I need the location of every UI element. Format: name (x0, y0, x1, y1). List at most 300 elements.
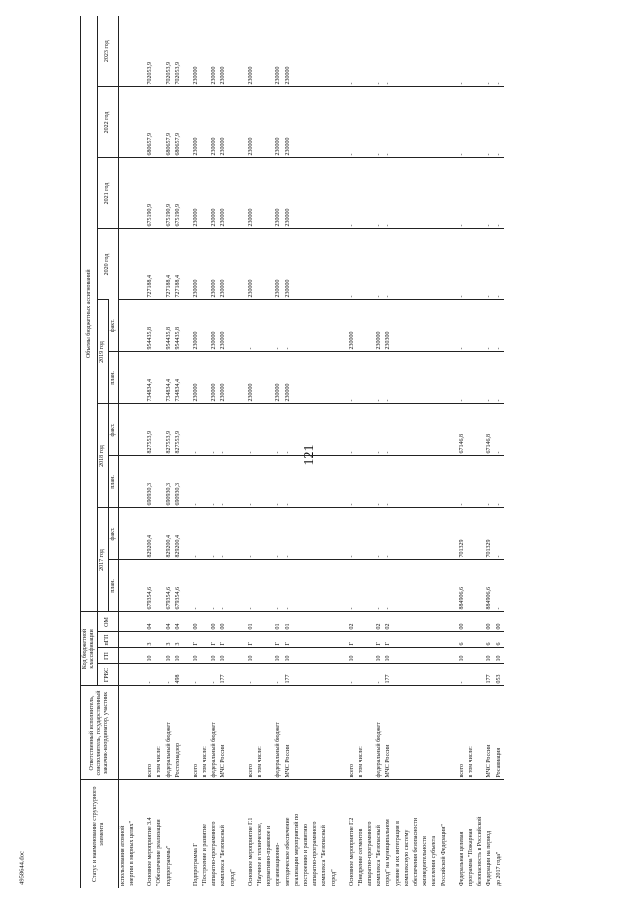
cell-v21 (256, 158, 265, 229)
cell-f17: 829200,4 (174, 508, 183, 560)
cell-grbs (265, 664, 274, 686)
cell-v21: 230000 (219, 158, 228, 229)
cell-f18 (229, 404, 238, 456)
cell-status: методическое обеспечение (284, 780, 293, 888)
cell-v22: - (375, 87, 384, 158)
cell-v20: - (375, 229, 384, 300)
cell-f18 (430, 404, 439, 456)
cell-grbs (320, 664, 329, 686)
cell-om: 02 (339, 612, 357, 632)
cell-p17 (430, 560, 439, 612)
cell-f17 (421, 508, 430, 560)
cell-v21: - (384, 158, 393, 229)
cell-v23 (403, 16, 412, 87)
cell-v20: 230000 (183, 229, 201, 300)
cell-status: город" (330, 780, 339, 888)
cell-om (302, 612, 311, 632)
cell-f18: - (183, 404, 201, 456)
cell-pgp (357, 632, 366, 648)
cell-f18: - (495, 404, 504, 456)
cell-f19 (229, 300, 238, 352)
cell-status: до 2017 года" (495, 780, 504, 888)
header-om: ОМ (98, 612, 118, 632)
cell-executor (394, 686, 403, 780)
cell-f18: 827553,9 (174, 404, 183, 456)
cell-f18 (440, 404, 449, 456)
cell-p18: - (274, 456, 283, 508)
cell-p19 (265, 352, 274, 404)
budget-table-rotated (80, 16, 502, 888)
cell-gp (311, 648, 320, 664)
cell-status: "Научное и техническое, (256, 780, 265, 888)
cell-v20 (440, 229, 449, 300)
cell-gp (201, 648, 210, 664)
cell-status: Основное мероприятие Г.2 (339, 780, 357, 888)
cell-f17 (256, 508, 265, 560)
cell-v20 (302, 229, 311, 300)
cell-p19 (467, 352, 476, 404)
cell-executor: МЧС России (485, 686, 494, 780)
cell-v23 (201, 16, 210, 87)
cell-grbs (256, 664, 265, 686)
cell-om: 01 (238, 612, 256, 632)
cell-status: город" на муниципальном (384, 780, 393, 888)
cell-f17 (311, 508, 320, 560)
cell-v20 (128, 229, 137, 300)
header-pgp: пГП (98, 632, 118, 648)
cell-p19: - (375, 352, 384, 404)
cell-om (394, 612, 403, 632)
header-volumes: Объемы бюджетных ассигнований (81, 16, 98, 612)
cell-p17: 679354,6 (137, 560, 155, 612)
cell-om: 01 (284, 612, 293, 632)
cell-executor (128, 686, 137, 780)
cell-f18 (155, 404, 164, 456)
cell-grbs (412, 664, 421, 686)
table-row (293, 16, 302, 888)
cell-p17 (320, 560, 329, 612)
cell-v20 (320, 229, 329, 300)
header-gp: ГП (98, 648, 118, 664)
cell-v22 (421, 87, 430, 158)
cell-gp (229, 648, 238, 664)
cell-v22 (467, 87, 476, 158)
cell-v23 (311, 16, 320, 87)
cell-grbs (293, 664, 302, 686)
cell-p17 (403, 560, 412, 612)
cell-p17: - (375, 560, 384, 612)
cell-gp (403, 648, 412, 664)
cell-p17: 884906,6 (449, 560, 467, 612)
cell-p17 (357, 560, 366, 612)
cell-f18 (357, 404, 366, 456)
cell-p19 (320, 352, 329, 404)
cell-f19 (293, 300, 302, 352)
cell-v21 (430, 158, 439, 229)
cell-v21 (467, 158, 476, 229)
cell-f17 (128, 508, 137, 560)
cell-f18: 67146,8 (485, 404, 494, 456)
cell-v20: - (485, 229, 494, 300)
cell-om (320, 612, 329, 632)
page-number: 121 (302, 444, 317, 466)
cell-executor: всего (449, 686, 467, 780)
cell-p18: - (339, 456, 357, 508)
cell-p19 (229, 352, 238, 404)
cell-f18 (476, 404, 485, 456)
cell-v23 (155, 16, 164, 87)
cell-p18 (440, 456, 449, 508)
cell-p17 (440, 560, 449, 612)
cell-p18: 690930,3 (137, 456, 155, 508)
cell-v23 (412, 16, 421, 87)
cell-v22: 230000 (274, 87, 283, 158)
cell-p18 (311, 456, 320, 508)
cell-executor (330, 686, 339, 780)
cell-p19: 230000 (274, 352, 283, 404)
cell-v23: - (376, 82, 383, 85)
cell-f18 (412, 404, 421, 456)
cell-v23: 230000 (192, 66, 199, 85)
cell-gp: 10 (449, 648, 467, 664)
cell-gp: 10 (274, 648, 283, 664)
cell-v21: 230000 (274, 158, 283, 229)
table-row (394, 16, 403, 888)
cell-grbs: 177 (219, 664, 228, 686)
cell-v20: 727188,4 (174, 229, 183, 300)
cell-v22 (201, 87, 210, 158)
cell-p18 (330, 456, 339, 508)
cell-executor: в том числе: (155, 686, 164, 780)
cell-gp: 10 (174, 648, 183, 664)
cell-status: комплекса "Безопасный (219, 780, 228, 888)
cell-executor: федеральный бюджет (375, 686, 384, 780)
cell-f18: 827553,9 (165, 404, 174, 456)
cell-p18 (357, 456, 366, 508)
cell-p18 (394, 456, 403, 508)
cell-p19 (155, 352, 164, 404)
cell-gp (430, 648, 439, 664)
cell-p19 (366, 352, 375, 404)
cell-f18 (320, 404, 329, 456)
cell-v20: - (384, 229, 393, 300)
cell-v23 (128, 16, 137, 87)
cell-v23 (118, 16, 128, 87)
cell-f17 (320, 508, 329, 560)
cell-status: комплексную систему (403, 780, 412, 888)
cell-v23: 230000 (284, 66, 291, 85)
cell-f18 (293, 404, 302, 456)
cell-status: аппаратно-программного (210, 780, 219, 888)
cell-status: жизнедеятельности (421, 780, 430, 888)
cell-p18 (467, 456, 476, 508)
cell-v20 (311, 229, 320, 300)
document-id: 4958644.doc (18, 851, 26, 885)
cell-f18 (403, 404, 412, 456)
cell-f18 (201, 404, 210, 456)
cell-v21 (357, 158, 366, 229)
cell-pgp: 6 (495, 632, 504, 648)
cell-v20: - (495, 229, 504, 300)
cell-p18 (421, 456, 430, 508)
cell-status: энергии в мирных целях" (128, 780, 137, 888)
cell-executor: Ростехнадзор (174, 686, 183, 780)
cell-status: Основное мероприятие 3.4 (137, 780, 155, 888)
cell-p17 (467, 560, 476, 612)
cell-grbs: - (375, 664, 384, 686)
cell-pgp (229, 632, 238, 648)
header-executor: Ответственный исполнитель, соисполнитель, государственный заказчик-координатор, участник (81, 686, 119, 780)
cell-f19 (201, 300, 210, 352)
cell-pgp (366, 632, 375, 648)
cell-executor (412, 686, 421, 780)
cell-v21: - (449, 158, 467, 229)
cell-pgp (430, 632, 439, 648)
budget-table (80, 16, 504, 888)
cell-p18: - (284, 456, 293, 508)
cell-pgp (476, 632, 485, 648)
cell-pgp (118, 632, 128, 648)
table-row (412, 16, 421, 888)
cell-f17 (467, 508, 476, 560)
table-row (265, 16, 274, 888)
cell-grbs: 177 (384, 664, 393, 686)
cell-v22: 230000 (238, 87, 256, 158)
cell-v22: 230000 (183, 87, 201, 158)
cell-v21 (320, 158, 329, 229)
cell-grbs: - (210, 664, 219, 686)
cell-p19 (403, 352, 412, 404)
cell-v22 (265, 87, 274, 158)
cell-v22: 230000 (284, 87, 293, 158)
cell-v23: 230000 (275, 66, 282, 85)
cell-status: реализации мероприятий по (293, 780, 302, 888)
cell-grbs: - (238, 664, 256, 686)
cell-gp: 10 (210, 648, 219, 664)
cell-grbs (229, 664, 238, 686)
cell-p18 (366, 456, 375, 508)
cell-v23 (330, 16, 339, 87)
cell-grbs (201, 664, 210, 686)
cell-v23 (394, 16, 403, 87)
header-2019: 2019 год (98, 300, 108, 404)
cell-f19: 954435,8 (165, 300, 174, 352)
cell-p19 (430, 352, 439, 404)
cell-gp: 10 (485, 648, 494, 664)
cell-v22 (412, 87, 421, 158)
cell-f19 (320, 300, 329, 352)
cell-v22 (440, 87, 449, 158)
cell-v22 (476, 87, 485, 158)
cell-pgp: 3 (137, 632, 155, 648)
cell-v22: 230000 (210, 87, 219, 158)
cell-v20 (265, 229, 274, 300)
cell-p17: - (274, 560, 283, 612)
cell-om: 02 (375, 612, 384, 632)
cell-p18: - (384, 456, 393, 508)
table-row (302, 16, 311, 888)
cell-executor (421, 686, 430, 780)
cell-f18 (366, 404, 375, 456)
cell-p17 (128, 560, 137, 612)
cell-v23 (366, 16, 375, 87)
cell-gp (366, 648, 375, 664)
cell-gp (412, 648, 421, 664)
table-row (476, 16, 485, 888)
cell-f17: - (274, 508, 283, 560)
cell-p19: - (485, 352, 494, 404)
cell-om (467, 612, 476, 632)
cell-v21 (366, 158, 375, 229)
cell-gp (394, 648, 403, 664)
cell-p19 (118, 352, 128, 404)
cell-v20 (118, 229, 128, 300)
cell-executor: МЧС России (284, 686, 293, 780)
cell-p18 (302, 456, 311, 508)
cell-v20: 727188,4 (165, 229, 174, 300)
cell-v22 (366, 87, 375, 158)
cell-v23: 230000 (211, 66, 218, 85)
cell-om (430, 612, 439, 632)
table-row (403, 16, 412, 888)
cell-f18 (467, 404, 476, 456)
cell-f18 (265, 404, 274, 456)
cell-f18 (128, 404, 137, 456)
cell-v23 (320, 16, 329, 87)
cell-gp: 10 (495, 648, 504, 664)
table-row (485, 16, 494, 888)
cell-p17 (256, 560, 265, 612)
cell-om: 04 (137, 612, 155, 632)
cell-v20 (403, 229, 412, 300)
cell-grbs (357, 664, 366, 686)
cell-p18 (476, 456, 485, 508)
cell-v21 (403, 158, 412, 229)
cell-om (403, 612, 412, 632)
cell-f19: 230300 (384, 300, 393, 352)
cell-pgp: 6 (485, 632, 494, 648)
cell-v21 (476, 158, 485, 229)
cell-v23 (293, 16, 302, 87)
cell-status: Российской Федерации" (440, 780, 449, 888)
cell-v21: 230000 (183, 158, 201, 229)
cell-executor: федеральный бюджет (274, 686, 283, 780)
cell-pgp: Г (339, 632, 357, 648)
cell-f19 (366, 300, 375, 352)
cell-p19 (440, 352, 449, 404)
cell-f19 (403, 300, 412, 352)
cell-om (201, 612, 210, 632)
cell-status: "Внедрение сегментов (357, 780, 366, 888)
cell-p17: 884906,6 (485, 560, 494, 612)
cell-f17 (430, 508, 439, 560)
cell-status: построению и развитию (302, 780, 311, 888)
cell-v23 (256, 16, 265, 87)
cell-executor: Росавиация (495, 686, 504, 780)
cell-p18: - (375, 456, 384, 508)
cell-pgp (265, 632, 274, 648)
cell-executor: всего (238, 686, 256, 780)
cell-gp (320, 648, 329, 664)
cell-executor (440, 686, 449, 780)
table-row (495, 16, 504, 888)
cell-p17 (330, 560, 339, 612)
table-row (238, 16, 256, 888)
cell-v21 (440, 158, 449, 229)
cell-om (128, 612, 137, 632)
cell-p17 (155, 560, 164, 612)
cell-f19 (118, 300, 128, 352)
cell-gp: 10 (183, 648, 201, 664)
cell-v20 (412, 229, 421, 300)
cell-v20: 230000 (284, 229, 293, 300)
cell-executor: в том числе: (256, 686, 265, 780)
cell-gp (293, 648, 302, 664)
cell-om: 04 (174, 612, 183, 632)
cell-v22 (229, 87, 238, 158)
cell-v22: - (339, 87, 357, 158)
cell-pgp (467, 632, 476, 648)
cell-f17 (394, 508, 403, 560)
cell-v23 (421, 16, 430, 87)
cell-om (440, 612, 449, 632)
cell-f17 (357, 508, 366, 560)
cell-p17 (366, 560, 375, 612)
header-status: Статус и наименование структурного элемента (81, 780, 119, 888)
cell-p18: - (485, 456, 494, 508)
table-row (384, 16, 393, 888)
cell-pgp: Г (375, 632, 384, 648)
table-row (366, 16, 375, 888)
cell-p17: - (339, 560, 357, 612)
cell-f19 (330, 300, 339, 352)
cell-status: использования атомной (118, 780, 128, 888)
table-row (311, 16, 320, 888)
cell-f19: 230000 (339, 300, 357, 352)
cell-v21 (201, 158, 210, 229)
cell-executor (366, 686, 375, 780)
cell-v20: 230000 (219, 229, 228, 300)
cell-status: Федеральная целевая (449, 780, 467, 888)
cell-f19 (256, 300, 265, 352)
cell-p19: - (339, 352, 357, 404)
table-row (210, 16, 219, 888)
cell-pgp: 3 (165, 632, 174, 648)
cell-f17 (155, 508, 164, 560)
cell-executor: всего (137, 686, 155, 780)
cell-v20: - (449, 229, 467, 300)
cell-p19 (311, 352, 320, 404)
cell-v21: - (339, 158, 357, 229)
header-grbs: ГРБС (98, 664, 118, 686)
cell-v21: - (485, 158, 494, 229)
cell-v22 (118, 87, 128, 158)
cell-v20: 230000 (274, 229, 283, 300)
cell-v22 (330, 87, 339, 158)
cell-f17 (440, 508, 449, 560)
cell-grbs (311, 664, 320, 686)
cell-om (412, 612, 421, 632)
cell-f17: - (495, 508, 504, 560)
cell-f18: - (274, 404, 283, 456)
cell-gp (256, 648, 265, 664)
cell-grbs: 177 (485, 664, 494, 686)
cell-grbs: 498 (174, 664, 183, 686)
cell-pgp (302, 632, 311, 648)
cell-f19: - (485, 300, 494, 352)
cell-p18 (229, 456, 238, 508)
cell-f17 (476, 508, 485, 560)
